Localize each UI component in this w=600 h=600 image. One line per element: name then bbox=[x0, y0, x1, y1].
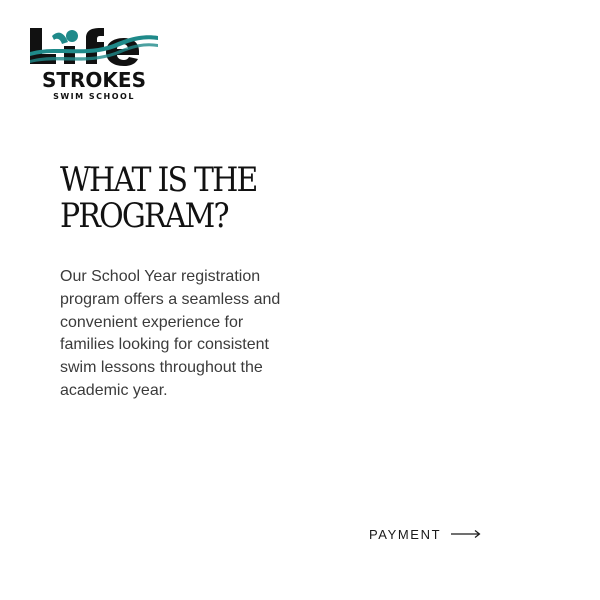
page-title bbox=[60, 162, 289, 234]
payment-label: PAYMENT bbox=[369, 526, 442, 542]
page-title-line-2: PROGRAM? bbox=[60, 196, 228, 236]
logo-mark bbox=[28, 26, 160, 70]
page-title-line-1: WHAT IS THE bbox=[60, 160, 257, 200]
payment-link[interactable] bbox=[369, 524, 481, 544]
program-description: Our School Year registration program offers a seamless and convenient experience for families looking for consistent swim lessons throughout the academic year. bbox=[60, 268, 281, 399]
life-strokes-logo[interactable] bbox=[28, 26, 160, 102]
logo-subtitle: SWIM SCHOOL bbox=[53, 92, 135, 101]
arrow-right-icon bbox=[451, 529, 481, 539]
logo-strokes-text: STROKES bbox=[41, 68, 146, 92]
